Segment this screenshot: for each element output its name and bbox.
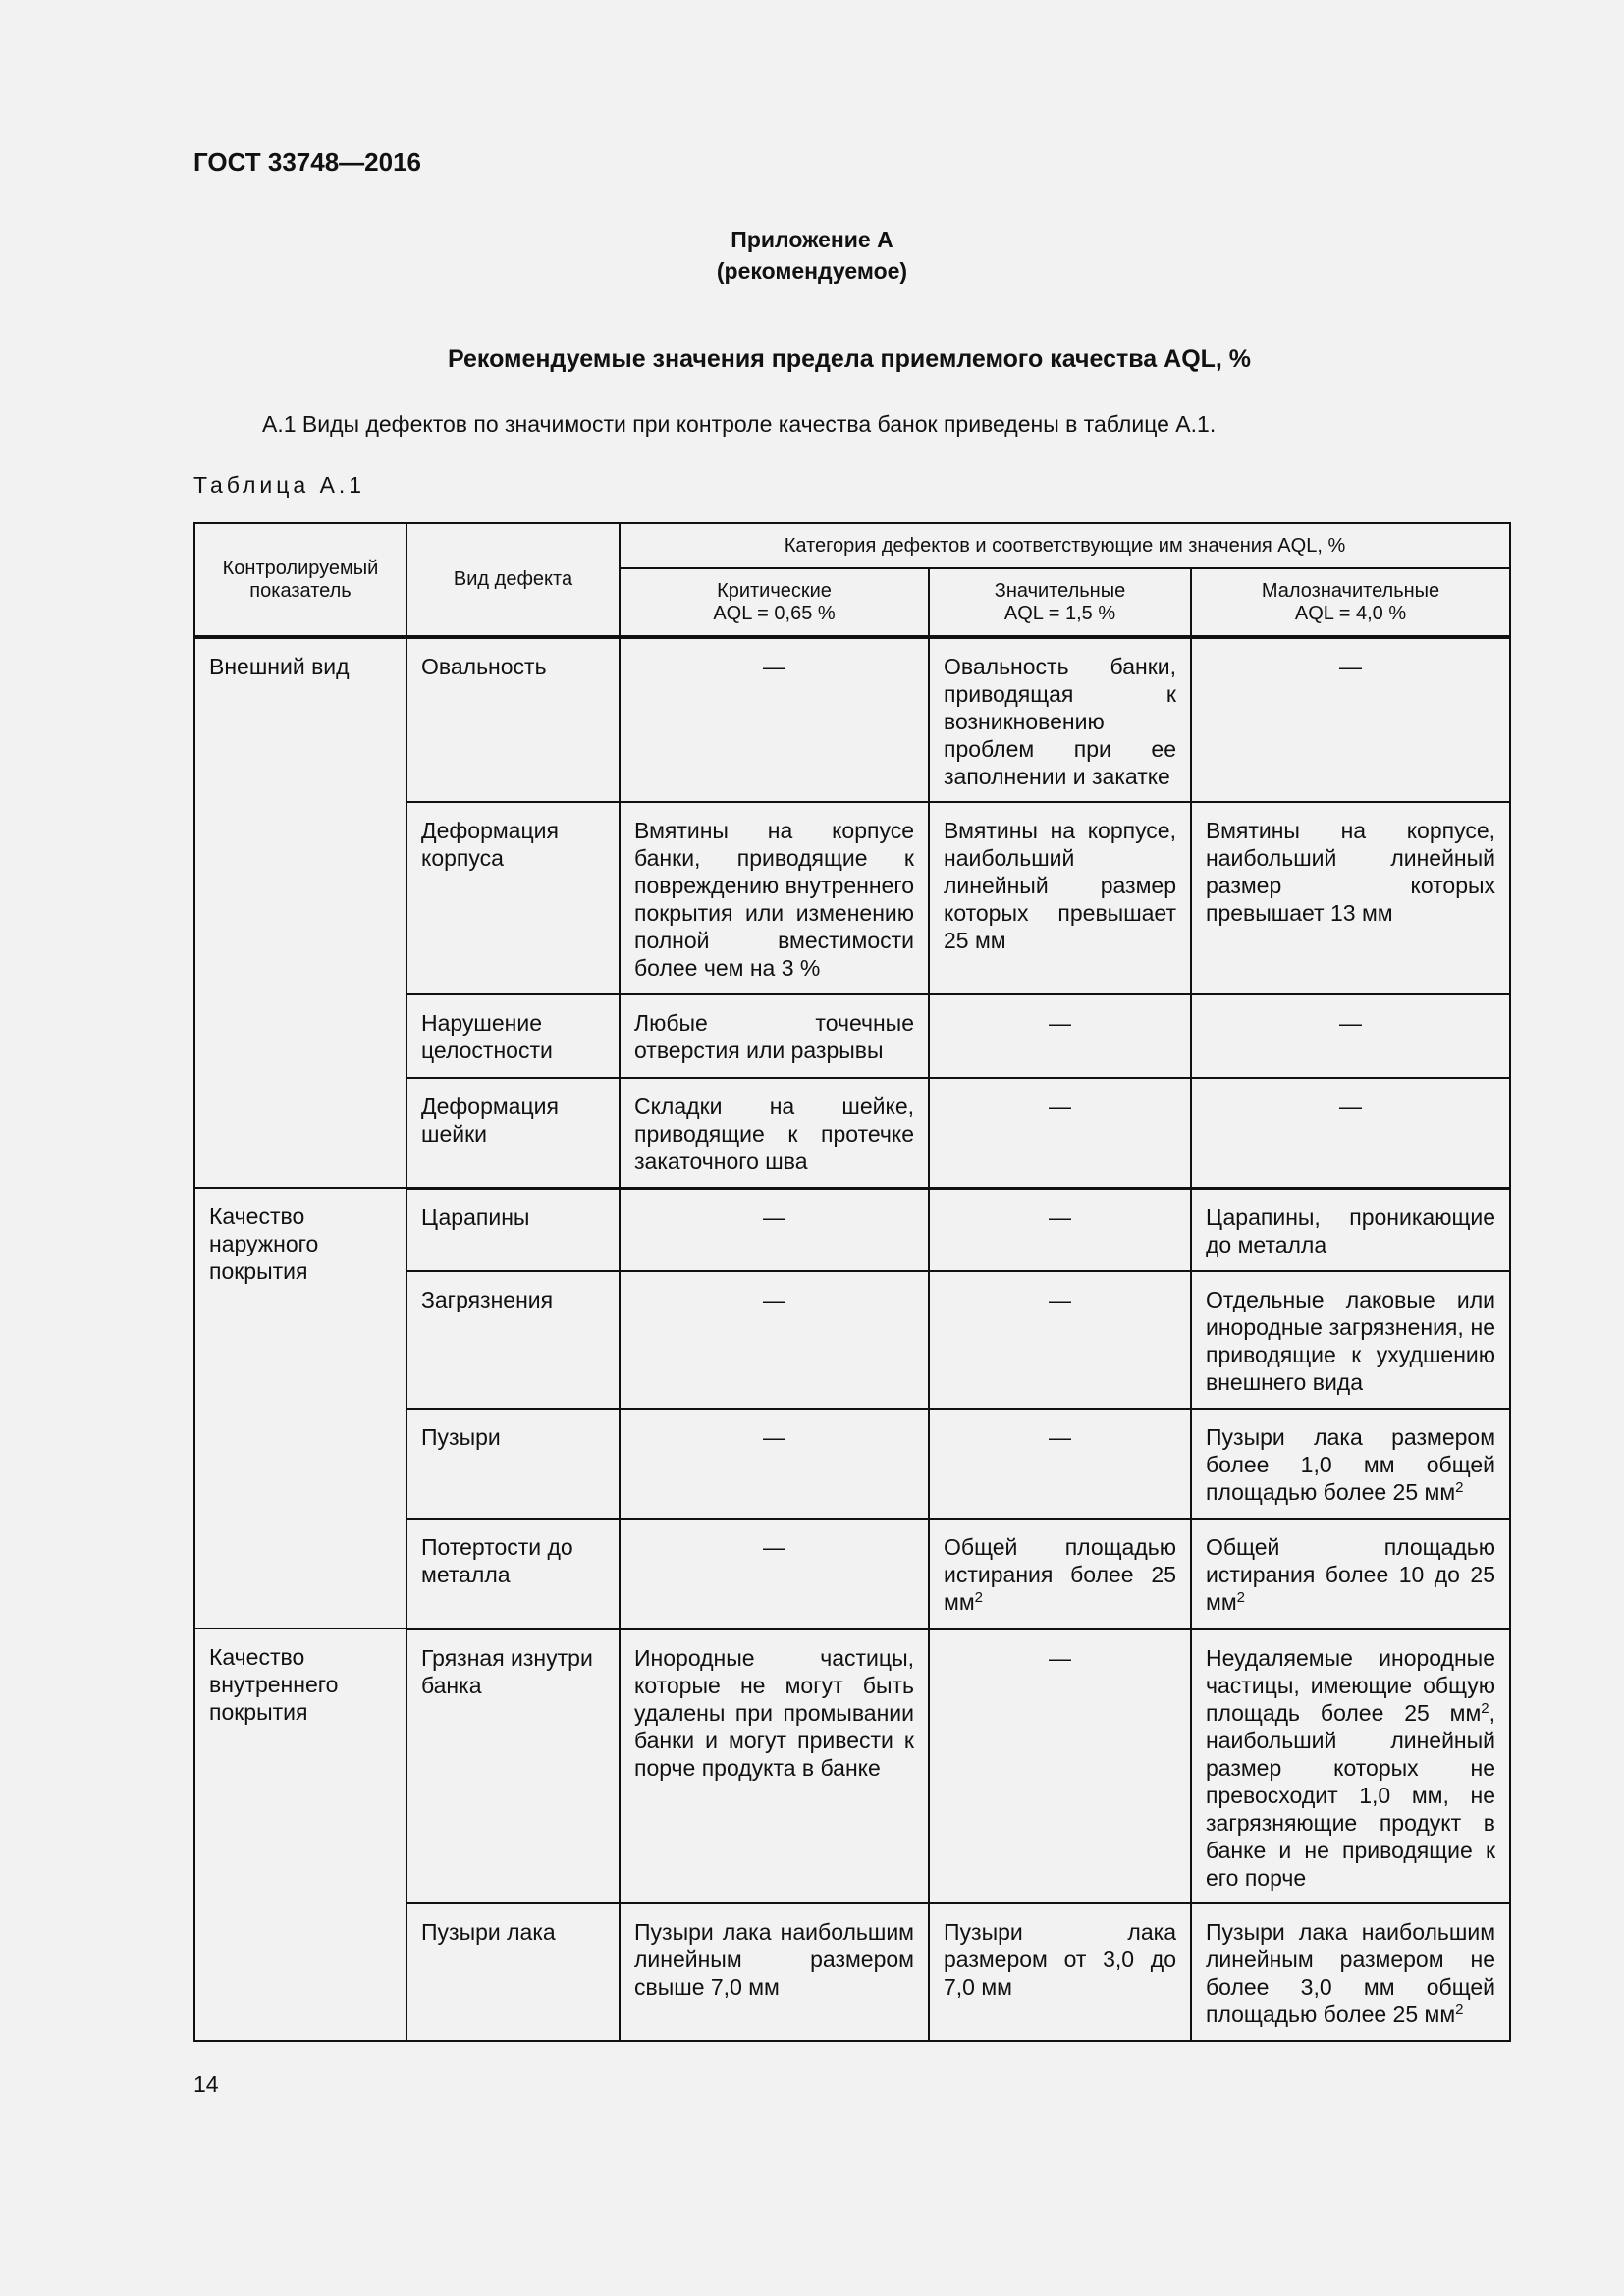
defects-table — [193, 522, 1511, 2042]
major-text: Общей площадью истирания более 25 мм — [944, 1534, 1176, 1615]
appendix-status: (рекомендуемое) — [716, 258, 908, 284]
group-inner-coating: Качество внутреннего покрытия — [194, 1629, 406, 2041]
minor-text-continued: , наибольший линейный размер которых не превосходит 1,0 мм, не загрязняющие продукт в банке и не приводящие к его порче — [1206, 1699, 1496, 1891]
critical-cell: — — [620, 637, 929, 802]
document-code: ГОСТ 33748—2016 — [193, 147, 421, 177]
minor-text: Пузыри лака наибольшим линейным размером не более 3,0 мм общей площадью более 25 мм — [1206, 1919, 1496, 2027]
superscript: 2 — [1455, 2002, 1464, 2018]
group-outer-coating: Качество наружного покрытия — [194, 1188, 406, 1629]
minor-text: Неудаляемые инородные частицы, имеющие общую площадь более 25 мм — [1206, 1644, 1496, 1726]
critical-cell: — — [620, 1271, 929, 1409]
major-cell — [929, 1519, 1191, 1629]
minor-cell: — — [1191, 994, 1510, 1078]
defect-cell: Пузыри — [406, 1409, 620, 1519]
page-number: 14 — [193, 2071, 219, 2097]
minor-cell: — — [1191, 1078, 1510, 1188]
major-cell: Вмятины на корпусе, наибольший линейный размер которых превышает 25 мм — [929, 802, 1191, 994]
minor-cell — [1191, 1629, 1510, 1903]
table-header — [194, 523, 1510, 637]
minor-cell — [1191, 1409, 1510, 1519]
table-row — [194, 1188, 1510, 1271]
minor-cell: Отдельные лаковые или инородные загрязнения, не приводящие к ухудшению внешнего вида — [1191, 1271, 1510, 1409]
section-heading: Рекомендуемые значения предела приемлемого качества AQL, % — [447, 346, 1252, 373]
superscript: 2 — [974, 1589, 983, 1606]
appendix-title: Приложение А — [731, 227, 893, 252]
critical-cell: — — [620, 1409, 929, 1519]
header-major — [929, 568, 1191, 637]
header-major-name: Значительные — [994, 579, 1126, 602]
superscript: 2 — [1455, 1479, 1464, 1496]
superscript: 2 — [1236, 1589, 1245, 1606]
critical-cell: Складки на шейке, приводящие к протечке закаточного шва — [620, 1078, 929, 1188]
defect-cell: Деформация шейки — [406, 1078, 620, 1188]
intro-paragraph: А.1 Виды дефектов по значимости при контроле качества банок приведены в таблице А.1. — [262, 411, 1217, 437]
table-caption: Таблица А.1 — [193, 472, 366, 498]
defect-cell: Пузыри лака — [406, 1903, 620, 2041]
critical-cell: — — [620, 1519, 929, 1629]
defect-cell: Овальность — [406, 637, 620, 802]
header-major-aql: AQL = 1,5 % — [1003, 602, 1116, 624]
major-cell: — — [929, 1271, 1191, 1409]
defect-cell: Царапины — [406, 1188, 620, 1271]
header-minor-aql: AQL = 4,0 % — [1294, 602, 1407, 624]
major-cell: — — [929, 1188, 1191, 1271]
superscript: 2 — [1481, 1699, 1489, 1717]
major-cell: — — [929, 1078, 1191, 1188]
minor-text: Пузыри лака размером более 1,0 мм общей площадью более 25 мм — [1206, 1424, 1496, 1505]
header-indicator: Контролируемый показатель — [194, 523, 406, 637]
defect-cell: Загрязнения — [406, 1271, 620, 1409]
minor-text: Общей площадью истирания более 10 до 25 мм — [1206, 1534, 1496, 1615]
critical-cell: — — [620, 1188, 929, 1271]
defect-cell: Потертости до металла — [406, 1519, 620, 1629]
major-cell: Пузыри лака размером от 3,0 до 7,0 мм — [929, 1903, 1191, 2041]
critical-cell: Вмятины на корпусе банки, приводящие к повреждению внутреннего покрытия или изменению полной вместимости более чем на 3 % — [620, 802, 929, 994]
header-critical-name: Критические — [717, 579, 832, 602]
defect-cell: Деформация корпуса — [406, 802, 620, 994]
group-appearance: Внешний вид — [194, 637, 406, 1188]
defect-cell: Нарушение целостности — [406, 994, 620, 1078]
minor-cell: — — [1191, 637, 1510, 802]
appendix-title-block — [0, 224, 1624, 287]
critical-cell: Инородные частицы, которые не могут быть удалены при промывании банки и могут привести к порче продукта в банке — [620, 1629, 929, 1903]
header-critical — [620, 568, 929, 637]
minor-cell — [1191, 1519, 1510, 1629]
header-category-group: Категория дефектов и соответствующие им значения AQL, % — [620, 523, 1510, 568]
major-cell: — — [929, 1409, 1191, 1519]
header-defect-type: Вид дефекта — [406, 523, 620, 637]
table-row — [194, 637, 1510, 802]
critical-cell: Любые точечные отверстия или разрывы — [620, 994, 929, 1078]
defect-cell: Грязная изнутри банка — [406, 1629, 620, 1903]
header-critical-aql: AQL = 0,65 % — [713, 602, 836, 624]
major-cell: — — [929, 1629, 1191, 1903]
major-cell: — — [929, 994, 1191, 1078]
minor-cell — [1191, 1903, 1510, 2041]
header-minor-name: Малозначительные — [1261, 579, 1440, 602]
major-cell: Овальность банки, приводящая к возникновению проблем при ее заполнении и закатке — [929, 637, 1191, 802]
header-minor — [1191, 568, 1510, 637]
minor-cell: Царапины, проникающие до металла — [1191, 1188, 1510, 1271]
minor-cell: Вмятины на корпусе, наибольший линейный размер которых превышает 13 мм — [1191, 802, 1510, 994]
critical-cell: Пузыри лака наибольшим линейным размером свыше 7,0 мм — [620, 1903, 929, 2041]
table-row — [194, 1629, 1510, 1903]
